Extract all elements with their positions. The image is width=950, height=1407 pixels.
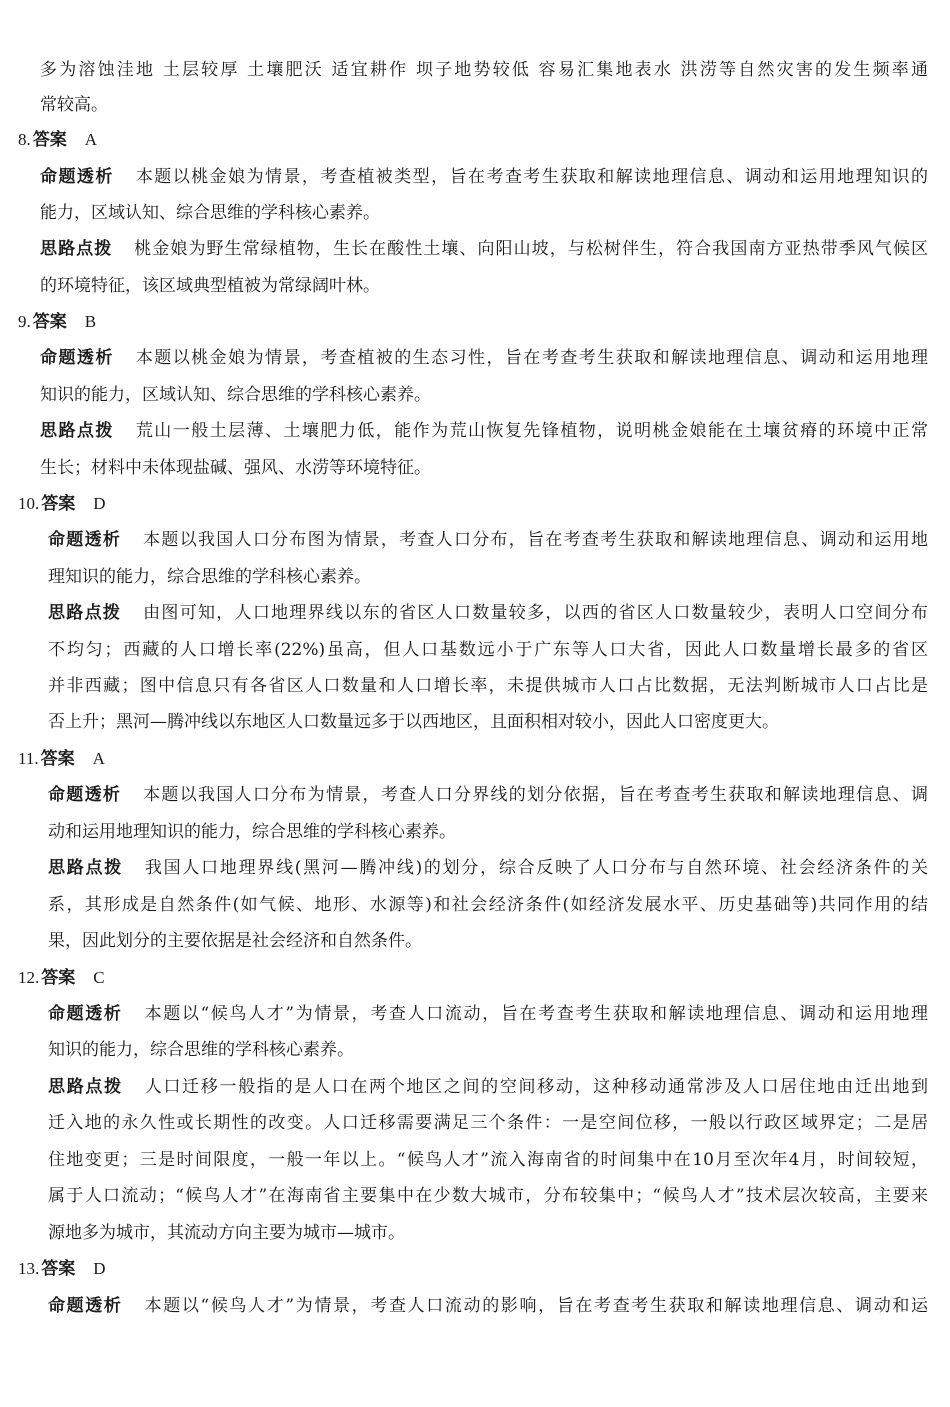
idea-line: 生长；材料中未体现盐碱、强风、水涝等环境特征。 xyxy=(40,458,431,478)
idea-line: 思路点拨 桃金娘为野生常绿植物，生长在酸性土壤、向阳山坡，与松树伴生，符合我国南方亚热带季风气候区 xyxy=(40,239,928,259)
idea-line: 并非西藏；图中信息只有各省区人口数量和人口增长率，未提供城市人口占比数据，无法判断城市人口占比是 xyxy=(48,676,928,696)
answer-value: C xyxy=(93,968,105,987)
idea-line: 思路点拨 人口迁移一般指的是人口在两个地区之间的空间移动，这种移动通常涉及人口居住地由迁出地到 xyxy=(48,1077,928,1097)
answer-label: 答案 xyxy=(41,494,76,514)
idea-label: 思路点拨 xyxy=(40,239,113,259)
answer-label: 答案 xyxy=(32,312,67,332)
intro-line: 常较高。 xyxy=(40,95,108,115)
intent-label: 命题透析 xyxy=(48,1004,123,1024)
question-header xyxy=(18,310,96,334)
question-number: 10. xyxy=(18,494,40,513)
answer-value: B xyxy=(84,312,97,331)
idea-line: 思路点拨 我国人口地理界线(黑河—腾冲线)的划分，综合反映了人口分布与自然环境、社会经济条件的关 xyxy=(48,858,928,878)
question-header xyxy=(18,1257,106,1281)
idea-label: 思路点拨 xyxy=(48,1077,123,1097)
idea-line: 果，因此划分的主要依据是社会经济和自然条件。 xyxy=(48,931,422,951)
idea-line: 否上升；黑河—腾冲线以东地区人口数量远多于以西地区，且面积相对较小，因此人口密度更大。 xyxy=(48,712,779,732)
intent-line: 动和运用地理知识的能力，综合思维的学科核心素养。 xyxy=(48,822,456,842)
intent-line: 命题透析 本题以我国人口分布图为情景，考查人口分布，旨在考查考生获取和解读地理信息、调动和运用地 xyxy=(48,530,928,550)
idea-line: 住地变更；三是时间限度，一般一年以上。“候鸟人才”流入海南省的时间集中在10月至次年4月，时间较短， xyxy=(48,1150,928,1170)
intent-line: 命题透析 本题以我国人口分布为情景，考查人口分界线的划分依据，旨在考查考生获取和解读地理信息、调 xyxy=(48,785,928,805)
intent-line: 命题透析 本题以“候鸟人才”为情景，考查人口流动，旨在考查考生获取和解读地理信息、调动和运用地理 xyxy=(48,1004,928,1024)
answer-label: 答案 xyxy=(41,968,76,988)
question-header xyxy=(18,128,97,152)
intent-line: 命题透析 本题以桃金娘为情景，考查植被类型，旨在考查考生获取和解读地理信息、调动和运用地理知识的 xyxy=(40,167,928,187)
question-number: 11. xyxy=(18,749,39,768)
intent-label: 命题透析 xyxy=(40,167,114,187)
idea-line: 属于人口流动；“候鸟人才”在海南省主要集中在少数大城市，分布较集中；“候鸟人才”技术层次较高，主要来 xyxy=(48,1186,928,1206)
idea-line: 系，其形成是自然条件(如气候、地形、水源等)和社会经济条件(如经济发展水平、历史基础等)共同作用的结 xyxy=(48,895,928,915)
intent-line: 知识的能力，综合思维的学科核心素养。 xyxy=(48,1040,354,1060)
answer-value: A xyxy=(84,130,98,149)
answer-value: A xyxy=(92,749,105,768)
idea-label: 思路点拨 xyxy=(48,858,123,878)
question-number: 13. xyxy=(18,1259,40,1278)
idea-line: 思路点拨 荒山一般土层薄、土壤肥力低，能作为荒山恢复先锋植物，说明桃金娘能在土壤贫瘠的环境中正常 xyxy=(40,421,928,441)
idea-line: 迁入地的永久性或长期性的改变。人口迁移需要满足三个条件：一是空间位移，一般以行政区域界定；二是居 xyxy=(48,1113,928,1133)
intent-line: 命题透析 本题以“候鸟人才”为情景，考查人口流动的影响，旨在考查考生获取和解读地理信息、调动和运 xyxy=(48,1296,928,1316)
answer-label: 答案 xyxy=(32,130,67,150)
question-header xyxy=(18,966,105,990)
answer-label: 答案 xyxy=(41,1259,76,1279)
answer-value: D xyxy=(93,494,106,513)
intent-line: 知识的能力，区域认知、综合思维的学科核心素养。 xyxy=(40,385,431,405)
intent-label: 命题透析 xyxy=(48,785,122,805)
question-header xyxy=(18,492,106,516)
intro-line: 多为溶蚀洼地 土层较厚 土壤肥沃 适宜耕作 坝子地势较低 容易汇集地表水 洪涝等自然灾害的发生频率通 xyxy=(40,60,928,80)
intent-label: 命题透析 xyxy=(48,1296,123,1316)
intent-line: 命题透析 本题以桃金娘为情景，考查植被的生态习性，旨在考查考生获取和解读地理信息、调动和运用地理 xyxy=(40,348,928,368)
intent-line: 理知识的能力，综合思维的学科核心素养。 xyxy=(48,567,371,587)
answer-value: D xyxy=(93,1259,106,1278)
idea-line: 源地多为城市，其流动方向主要为城市—城市。 xyxy=(48,1223,405,1243)
answer-label: 答案 xyxy=(40,749,75,769)
intent-label: 命题透析 xyxy=(40,348,114,368)
intent-line: 能力，区域认知、综合思维的学科核心素养。 xyxy=(40,203,380,223)
question-number: 8. xyxy=(18,130,31,149)
idea-line: 的环境特征，该区域典型植被为常绿阔叶林。 xyxy=(40,276,380,296)
question-header xyxy=(18,747,105,771)
idea-line: 思路点拨 由图可知，人口地理界线以东的省区人口数量较多，以西的省区人口数量较少，表明人口空间分布 xyxy=(48,603,928,623)
intent-label: 命题透析 xyxy=(48,530,122,550)
idea-line: 不均匀；西藏的人口增长率(22%)虽高，但人口基数远小于广东等人口大省，因此人口数量增长最多的省区 xyxy=(48,640,928,660)
question-number: 12. xyxy=(18,968,40,987)
idea-label: 思路点拨 xyxy=(48,603,122,623)
idea-label: 思路点拨 xyxy=(40,421,114,441)
question-number: 9. xyxy=(18,312,31,331)
